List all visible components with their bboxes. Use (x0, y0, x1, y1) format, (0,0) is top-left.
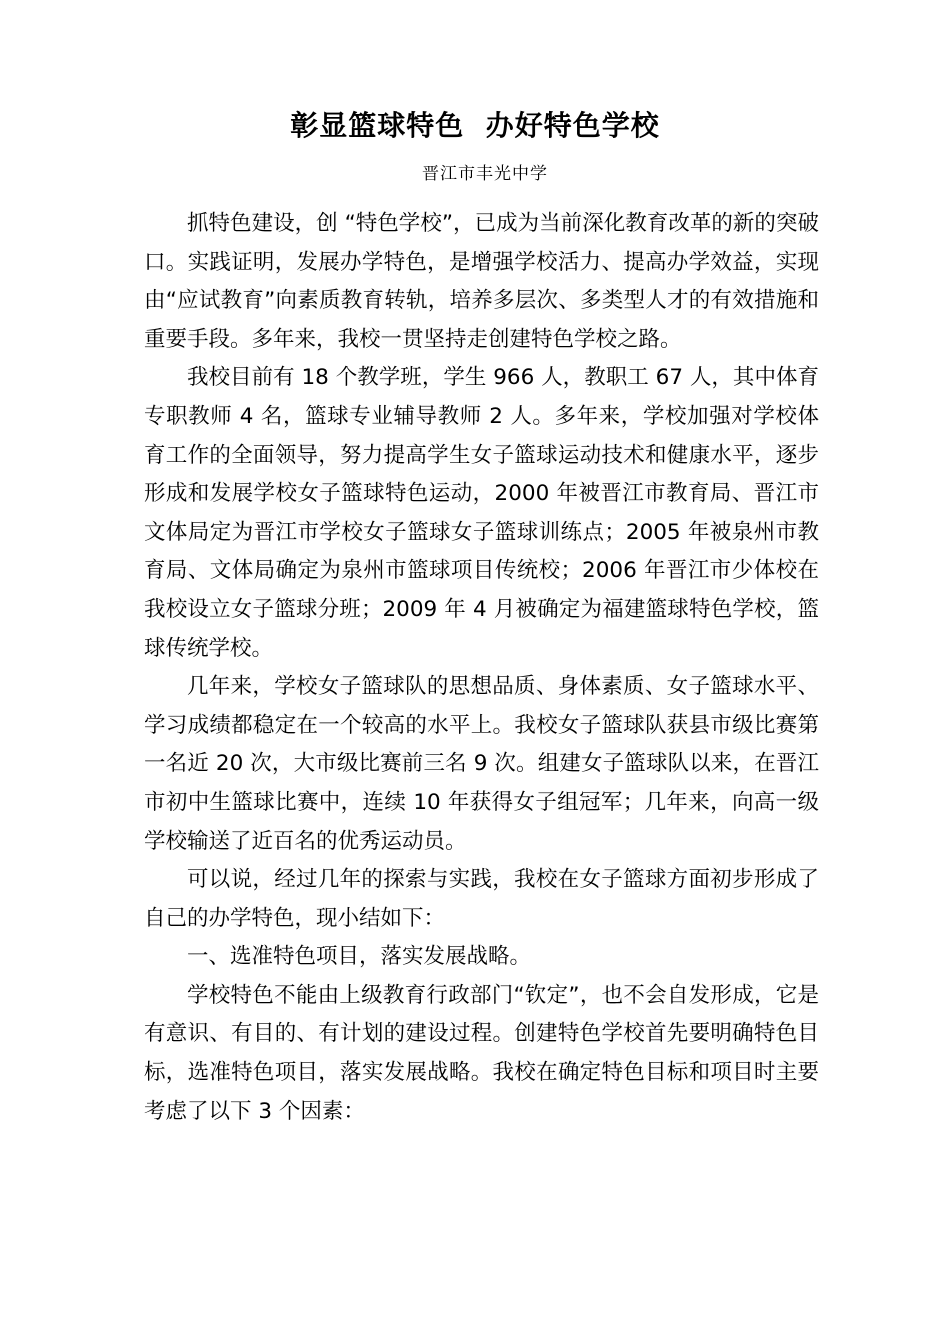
paragraph: 抓特色建设，创 “特色学校”，已成为当前深化教育改革的新的突破口。实践证明，发展办学特色，是增强学校活力、提高办学效益，实现由“应试教育”向素质教育转轨，培养多层次、多类型人才的有效措施和重要手段。多年来，我校一贯坚持走创建特色学校之路。 (144, 211, 819, 352)
paragraph: 我校目前有 18 个教学班，学生 966 人，教职工 67 人，其中体育专职教师 4 名，篮球专业辅导教师 2 人。多年来，学校加强对学校体育工作的全面领导，努力提高学生女子篮球运动技术和健康水平，逐步形成和发展学校女子篮球特色运动，2000 年被晋江市教育局、晋江市文体局定为晋江市学校女子篮球女子篮球训练点；2005 年被泉州市教育局、文体局确定为泉州市篮球项目传统校；2006 年晋江市少体校在我校设立女子篮球分班；2009 年 4 月被确定为福建篮球特色学校，篮球传统学校。 (144, 365, 819, 661)
section-heading: 一、选准特色项目，落实发展战略。 (187, 944, 532, 970)
paragraph: 可以说，经过几年的探索与实践，我校在女子篮球方面初步形成了自己的办学特色，现小结如下： (144, 867, 819, 931)
document-subtitle: 晋江市丰光中学 (422, 164, 548, 184)
paragraph: 学校特色不能由上级教育行政部门“钦定”，也不会自发形成，它是有意识、有目的、有计划的建设过程。创建特色学校首先要明确特色目标，选准特色项目，落实发展战略。我校在确定特色目标和项目时主要考虑了以下 3 个因素： (144, 982, 819, 1124)
paragraph: 几年来，学校女子篮球队的思想品质、身体素质、女子篮球水平、学习成绩都稳定在一个较高的水平上。我校女子篮球队获县市级比赛第一名近 20 次，大市级比赛前三名 9 次。组建女子篮球队以来，在晋江市初中生篮球比赛中，连续 10 年获得女子组冠军；几年来，向高一级学校输送了近百名的优秀运动员。 (144, 674, 819, 854)
document-title: 彰显篮球特色 办好特色学校 (290, 109, 660, 142)
document-body (144, 205, 819, 1131)
